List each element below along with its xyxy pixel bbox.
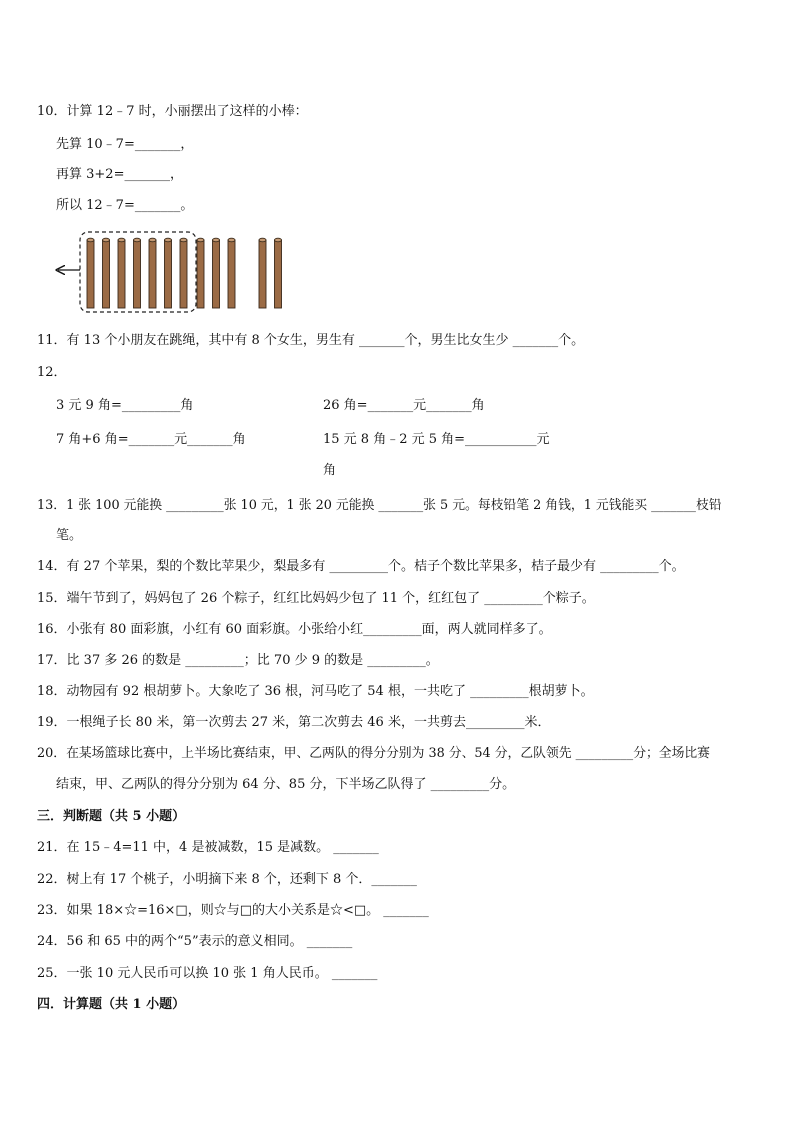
question-10-stem: 10．计算 12﹣7 时，小丽摆出了这样的小棒：	[37, 104, 308, 119]
stick	[213, 238, 220, 308]
question-10-step-2: 再算 3+2=_______，	[56, 167, 183, 182]
stick	[180, 238, 187, 308]
question-21: 21．在 15﹣4=11 中，4 是被减数，15 是减数。 _______	[37, 840, 379, 855]
question-10-step-1: 先算 10﹣7=_______，	[56, 137, 194, 152]
stick	[87, 238, 94, 308]
question-14: 14．有 27 个苹果，梨的个数比苹果少，梨最多有 _________个。桔子个数比苹果多，桔子最少有 _________个。	[37, 559, 685, 574]
question-13-line-2: 笔。	[56, 528, 83, 543]
question-22: 22．树上有 17 个桃子，小明摘下来 8 个，还剩下 8 个．_______	[37, 872, 417, 887]
section-3-heading: 三．判断题（共 5 小题）	[37, 809, 186, 824]
question-18: 18．动物园有 92 根胡萝卜。大象吃了 36 根，河马吃了 54 根，一共吃了 _________根胡萝卜。	[37, 684, 594, 699]
question-20-line-1: 20．在某场篮球比赛中，上半场比赛结束，甲、乙两队的得分分别为 38 分、54 分，乙队领先 _________分；全场比赛	[37, 746, 710, 761]
question-15: 15．端午节到了，妈妈包了 26 个粽子，红红比妈妈少包了 11 个，红红包了 _________个粽子。	[37, 591, 595, 606]
question-12-d: 15 元 8 角﹣2 元 5 角=___________元	[323, 432, 550, 447]
question-25: 25．一张 10 元人民币可以换 10 张 1 角人民币。 _______	[37, 966, 378, 981]
question-20-line-2: 结束，甲、乙两队的得分分别为 64 分、85 分，下半场乙队得了 _________分。	[56, 777, 516, 792]
stick	[103, 238, 110, 308]
question-13-line-1: 13．1 张 100 元能换 _________张 10 元，1 张 20 元能换 _______张 5 元。每枝铅笔 2 角钱，1 元钱能买 _______枝铅	[37, 498, 722, 513]
stick	[118, 238, 125, 308]
question-12-c: 7 角+6 角=_______元_______角	[56, 432, 246, 447]
question-11: 11．有 13 个小朋友在跳绳，其中有 8 个女生，男生有 _______个，男生比女生少 _______个。	[37, 333, 585, 348]
stick	[228, 238, 235, 308]
question-19: 19．一根绳子长 80 米，第一次剪去 27 米，第二次剪去 46 米，一共剪去_________米．	[37, 715, 551, 730]
stick	[149, 238, 156, 308]
question-24: 24．56 和 65 中的两个“5”表示的意义相同。 _______	[37, 934, 353, 949]
question-17: 17．比 37 多 26 的数是 _________；比 70 少 9 的数是 _________。	[37, 653, 439, 668]
stick	[165, 238, 172, 308]
stick	[134, 238, 141, 308]
question-12-d-unit: 角	[323, 463, 337, 478]
question-12-a: 3 元 9 角=_________角	[56, 398, 194, 413]
question-10-step-3: 所以 12﹣7=_______。	[56, 198, 194, 213]
stick	[197, 238, 204, 308]
stick	[259, 238, 266, 308]
stick	[275, 238, 282, 308]
question-23: 23．如果 18×☆=16×□，则☆与□的大小关系是☆<□。 _______	[37, 903, 429, 918]
question-12-number: 12．	[37, 365, 67, 380]
question-12-b: 26 角=_______元_______角	[323, 398, 485, 413]
question-16: 16．小张有 80 面彩旗，小红有 60 面彩旗。小张给小红_________面，两人就同样多了。	[37, 622, 552, 637]
section-4-heading: 四．计算题（共 1 小题）	[37, 997, 186, 1012]
sticks-figure	[50, 226, 310, 318]
